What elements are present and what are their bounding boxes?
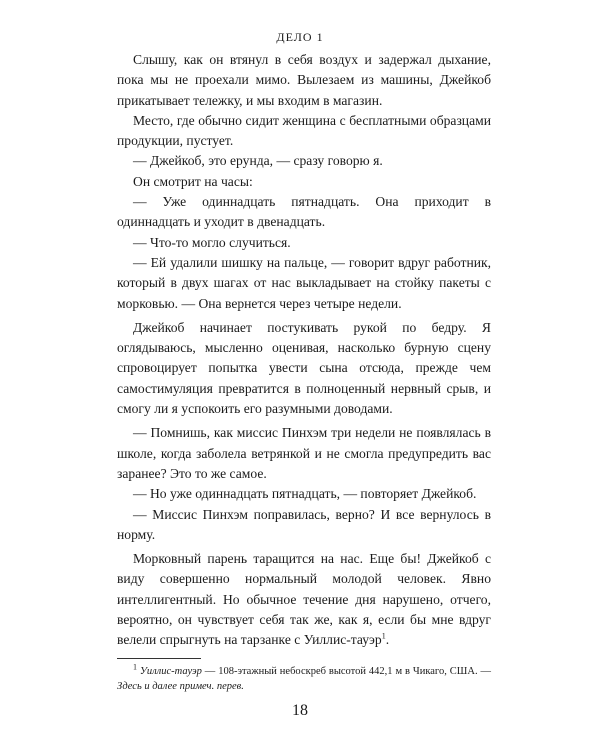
paragraph: — Джейкоб, это ерунда, — сразу говорю я. <box>133 153 383 169</box>
paragraph: Место, где обычно сидит женщина с бесплатными образцами продукции, пустует. <box>117 112 491 149</box>
page-number: 18 <box>292 702 308 719</box>
footnote <box>117 664 491 694</box>
paragraph: Джейкоб начинает постукивать рукой по бедру. Я оглядываюсь, мысленно оценивая, насколько бурную сцену спровоцирует попытка увести сына отсюда, прежде чем самостимуляция превратится в полноценный нервный срыв, и смогу ли я успокоить его разумными доводами. <box>117 319 491 417</box>
running-header: ДЕЛО 1 <box>276 30 324 44</box>
paragraph: Он смотрит на часы: <box>133 173 253 189</box>
footnote-text: — 108-этажный небоскреб высотой 442,1 м в Чикаго, США. — <box>201 666 491 677</box>
footnote-separator <box>117 658 201 659</box>
paragraph-text: Морковный парень таращится на нас. Еще бы! Джейкоб с виду совершенно нормальный молодой человек. Явно интеллигентный. Но обычное течение дня нарушено, отчего, вероятно, он чувствует себя так же, как я, если бы мне вдруг велели спрыгнуть на тарзанке с Уиллис-тауэр <box>117 551 491 648</box>
paragraph: — Что-то могло случиться. <box>133 234 291 250</box>
paragraph: — Уже одиннадцать пятнадцать. Она приходит в одиннадцать и уходит в двенадцать. <box>117 194 491 230</box>
paragraph: — Но уже одиннадцать пятнадцать, — повторяет Джейкоб. <box>133 486 477 502</box>
footnote-marker: 1 <box>133 662 137 672</box>
footnote-note: Здесь и далее примеч. перев. <box>117 681 244 692</box>
footnote-reference: 1 <box>381 631 386 641</box>
body-text <box>117 50 491 651</box>
paragraph: — Помнишь, как миссис Пинхэм три недели не появлялась в школе, когда заболела ветрянкой и не смогла предупредить вас заранее? Это то же самое. <box>117 425 491 481</box>
paragraph: — Миссис Пинхэм поправилась, верно? И все вернулось в норму. <box>117 506 491 542</box>
paragraph: Морковный парень таращится на нас. Еще бы! Джейкоб с виду совершенно нормальный молодой человек. Явно интеллигентный. Но обычное течение дня нарушено, отчего, вероятно, он чувствует себя так же, как я, если бы мне вдруг велели спрыгнуть на тарзанке с Уиллис-тауэр$^1$. <box>117 551 491 648</box>
footnote-term: Уиллис-тауэр <box>139 666 202 677</box>
paragraph: — Ей удалили шишку на пальце, — говорит вдруг работник, который в двух шагах от нас выкладывает на стойку пакеты с морковью. — Она вернется через четыре недели. <box>117 254 491 311</box>
paragraph: Слышу, как он втянул в себя воздух и задержал дыхание, пока мы не проехали мимо. Вылезаем из машины, Джейкоб прикатывает тележку, и мы входим в магазин. <box>117 52 491 108</box>
